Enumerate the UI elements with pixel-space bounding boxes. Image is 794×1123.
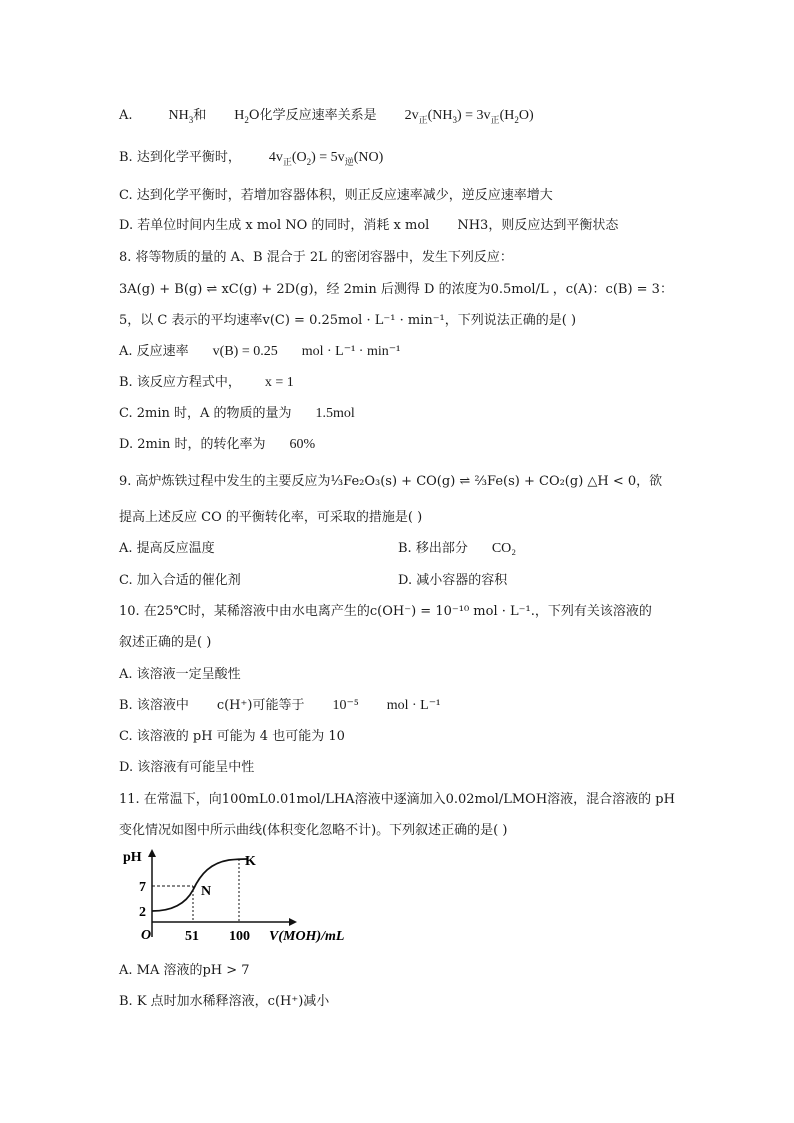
q11-stem-line2: 变化情况如图中所示曲线(体积变化忽略不计)。下列叙述正确的是( ) xyxy=(119,823,508,838)
q7-option-a: A. $NH_3$和 $H_2O$化学反应速率关系是 $2v_正(NH_3) = 3v_正(H_2O)$ xyxy=(119,108,534,125)
q11-option-b: B. K 点时加水稀释溶液，c(H⁺)减小 xyxy=(119,994,330,1009)
origin-label: O xyxy=(141,928,152,943)
x-tick-100: 100 xyxy=(229,929,250,944)
q10-stem-line2: 叙述正确的是( ) xyxy=(119,635,212,650)
q7-option-d: D. 若单位时间内生成 x mol NO 的同时，消耗 x mol NH3，则反应达到平衡状态 xyxy=(119,218,619,233)
x-axis-label: V(MOH)/mL xyxy=(269,929,345,944)
q10-option-d: D. 该溶液有可能呈中性 xyxy=(119,760,255,775)
y-axis-label: pH xyxy=(123,850,142,865)
q8-option-b: B. 该反应方程式中， x = 1 xyxy=(119,375,294,390)
q9-option-a: A. 提高反应温度 xyxy=(119,541,215,556)
y-tick-2: 2 xyxy=(139,905,146,920)
q9-stem-line1: 9. 高炉炼铁过程中发生的主要反应为⅓Fe₂O₃(s) + CO(g) ⇌ ⅔Fe(s) + CO₂(g) △H < 0，欲 xyxy=(119,474,663,489)
q8-option-c: C. 2min 时，A 的物质的量为 1.5mol xyxy=(119,406,355,421)
q8-option-d: D. 2min 时，的转化率为 60% xyxy=(119,437,316,452)
q7-option-b: B. 达到化学平衡时， $4v_正(O_2) = 5v_逆(NO)$ xyxy=(119,150,384,167)
q9-option-b: B. 移出部分 CO₂ xyxy=(398,541,517,556)
point-n-label: N xyxy=(201,884,212,899)
q7-b-equation: $4v_正(O_2) = 5v_逆(NO)$ xyxy=(268,150,384,167)
q11-stem-line1: 11. 在常温下，向100mL0.01mol/LHA溶液中逐滴加入0.02mol/LMOH溶液，混合溶液的 pH xyxy=(119,792,675,807)
q10-option-b: B. 该溶液中 c(H⁺)可能等于 10⁻⁵ mol · L⁻¹ xyxy=(119,698,441,713)
q8-stem-line3: 5，以 C 表示的平均速率v(C) = 0.25mol · L⁻¹ · min⁻¹，下列说法正确的是( ) xyxy=(119,313,577,328)
q8-stem-line1: 8. 将等物质的量的 A、B 混合于 2L 的密闭容器中，发生下列反应： xyxy=(119,250,513,265)
point-k-label: K xyxy=(245,854,256,869)
y-axis-arrow xyxy=(148,849,156,857)
q11-option-a: A. MA 溶液的pH > 7 xyxy=(119,963,250,978)
q10-stem-line1: 10. 在25℃时，某稀溶液中由水电离产生的c(OH⁻) = 10⁻¹⁰ mol · L⁻¹.，下列有关该溶液的 xyxy=(119,604,652,619)
q8-option-a: A. 反应速率 v(B) = 0.25 mol · L⁻¹ · min⁻¹ xyxy=(119,344,401,359)
q9-option-c: C. 加入合适的催化剂 xyxy=(119,573,241,588)
q7-option-c: C. 达到化学平衡时，若增加容器体积，则正反应速率减少，逆反应速率增大 xyxy=(119,188,553,203)
q9-stem-line2: 提高上述反应 CO 的平衡转化率，可采取的措施是( ) xyxy=(119,510,423,525)
q9-option-d: D. 减小容器的容积 xyxy=(398,573,508,588)
x-axis-arrow xyxy=(289,918,297,926)
q7-a-equation: $2v_正(NH_3) = 3v_正(H_2O)$ xyxy=(404,108,534,125)
y-tick-7: 7 xyxy=(139,880,146,895)
titration-curve-graph xyxy=(119,845,379,945)
q10-option-a: A. 该溶液一定呈酸性 xyxy=(119,667,241,682)
x-tick-51: 51 xyxy=(185,929,199,944)
q10-option-c: C. 该溶液的 pH 可能为 4 也可能为 10 xyxy=(119,729,345,744)
ph-curve xyxy=(152,859,247,911)
q8-stem-line2: 3A(g) + B(g) ⇌ xC(g) + 2D(g)，经 2min 后测得 D 的浓度为0.5mol/L ，c(A)：c(B) = 3： xyxy=(119,282,673,297)
